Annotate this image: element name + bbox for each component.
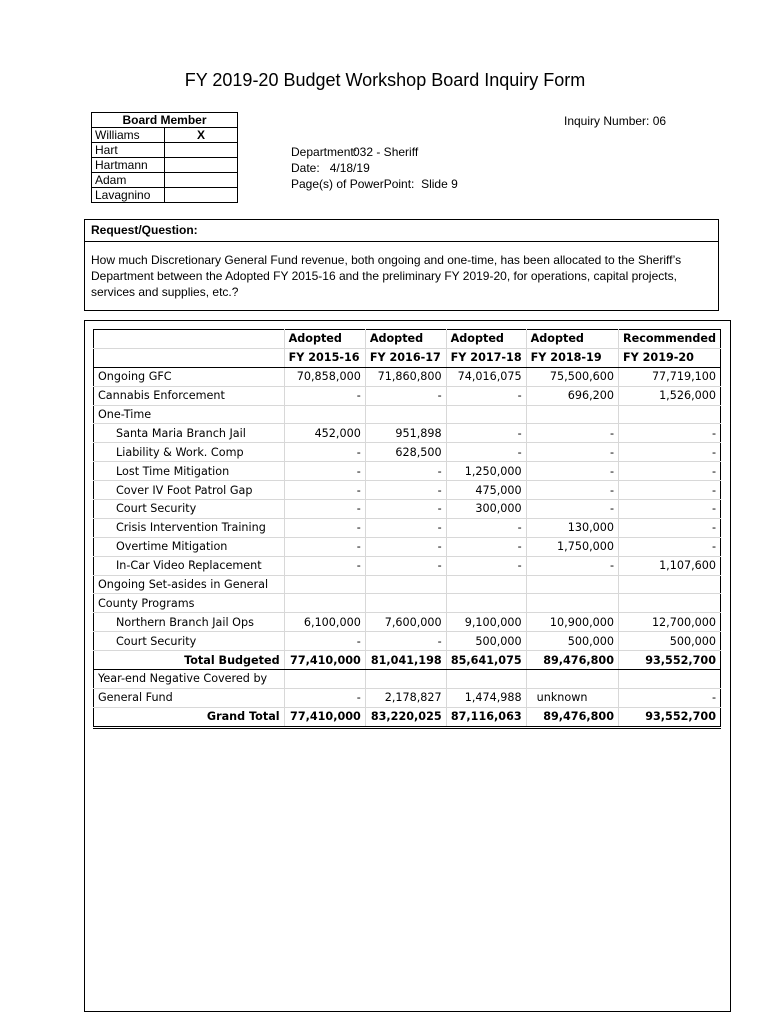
row-value: 77,410,000 xyxy=(284,707,365,727)
row-value: - xyxy=(446,443,526,462)
row-value: 475,000 xyxy=(446,481,526,500)
row-value xyxy=(526,575,618,594)
pages-label: Page(s) of PowerPoint: xyxy=(291,177,415,191)
table-row xyxy=(94,518,721,537)
row-value: - xyxy=(526,500,618,519)
row-value: 951,898 xyxy=(365,424,446,443)
table-row xyxy=(94,367,721,386)
table-row xyxy=(94,405,721,424)
row-value: 500,000 xyxy=(446,632,526,651)
row-value: - xyxy=(365,556,446,575)
row-value: 71,860,800 xyxy=(365,367,446,386)
column-header: Adopted xyxy=(284,330,365,349)
row-label: Santa Maria Branch Jail xyxy=(94,424,285,443)
row-value: - xyxy=(526,556,618,575)
row-value: 130,000 xyxy=(526,518,618,537)
row-value: 81,041,198 xyxy=(365,651,446,670)
board-member-row xyxy=(92,173,238,188)
row-value: 93,552,700 xyxy=(618,651,720,670)
row-value: 83,220,025 xyxy=(365,707,446,727)
row-value: 10,900,000 xyxy=(526,613,618,632)
row-value xyxy=(446,670,526,689)
row-label: Grand Total xyxy=(94,707,285,727)
member-name: Lavagnino xyxy=(92,188,165,203)
board-member-row xyxy=(92,188,238,203)
member-mark: X xyxy=(165,128,238,143)
row-value: - xyxy=(618,424,720,443)
table-row xyxy=(94,462,721,481)
row-value: - xyxy=(446,556,526,575)
row-value: 85,641,075 xyxy=(446,651,526,670)
member-mark xyxy=(165,173,238,188)
row-value: - xyxy=(284,462,365,481)
row-value: - xyxy=(365,462,446,481)
date-value: 4/18/19 xyxy=(329,161,370,175)
row-value: - xyxy=(526,443,618,462)
table-header-row xyxy=(94,330,721,349)
row-value: 696,200 xyxy=(526,386,618,405)
table-row xyxy=(94,613,721,632)
row-label: Cover IV Foot Patrol Gap xyxy=(94,481,285,500)
row-label: General Fund xyxy=(94,688,285,707)
column-year: FY 2017-18 xyxy=(446,348,526,367)
row-value: 70,858,000 xyxy=(284,367,365,386)
row-label: Total Budgeted xyxy=(94,651,285,670)
row-value: - xyxy=(284,500,365,519)
inquiry-value: 06 xyxy=(652,114,667,128)
row-label: Liability & Work. Comp xyxy=(94,443,285,462)
row-value: 77,410,000 xyxy=(284,651,365,670)
row-label: Year-end Negative Covered by xyxy=(94,670,285,689)
row-value xyxy=(365,670,446,689)
row-label: Ongoing Set-asides in General xyxy=(94,575,285,594)
row-value: 89,476,800 xyxy=(526,707,618,727)
row-value: 2,178,827 xyxy=(365,688,446,707)
row-value: - xyxy=(618,481,720,500)
row-value: 1,526,000 xyxy=(618,386,720,405)
row-value: - xyxy=(284,386,365,405)
row-value: - xyxy=(284,688,365,707)
row-value xyxy=(618,594,720,613)
table-row xyxy=(94,594,721,613)
row-value xyxy=(618,575,720,594)
board-member-row xyxy=(92,143,238,158)
member-mark xyxy=(165,143,238,158)
member-name: Williams xyxy=(92,128,165,143)
row-value xyxy=(618,405,720,424)
row-value xyxy=(284,670,365,689)
row-value: 7,600,000 xyxy=(365,613,446,632)
row-value xyxy=(446,575,526,594)
row-value: - xyxy=(618,462,720,481)
inquiry-details xyxy=(291,144,458,192)
column-header: Recommended xyxy=(618,330,720,349)
row-value: - xyxy=(284,518,365,537)
board-member-table xyxy=(91,112,238,203)
department-label: Department: xyxy=(291,145,358,159)
budget-table xyxy=(93,329,721,729)
row-value xyxy=(526,405,618,424)
row-value xyxy=(446,405,526,424)
page-title: FY 2019-20 Budget Workshop Board Inquiry Form xyxy=(184,70,586,90)
row-value: - xyxy=(526,462,618,481)
row-value: - xyxy=(618,688,720,707)
row-value: - xyxy=(284,443,365,462)
column-header: Adopted xyxy=(526,330,618,349)
member-name: Hart xyxy=(92,143,165,158)
table-row xyxy=(94,556,721,575)
row-value: - xyxy=(284,632,365,651)
member-mark xyxy=(165,158,238,173)
column-year: FY 2015-16 xyxy=(284,348,365,367)
row-value: 87,116,063 xyxy=(446,707,526,727)
row-value: - xyxy=(365,481,446,500)
row-value: 500,000 xyxy=(526,632,618,651)
row-value: 74,016,075 xyxy=(446,367,526,386)
date-label: Date: xyxy=(291,161,320,175)
row-value: 77,719,100 xyxy=(618,367,720,386)
row-value: 1,107,600 xyxy=(618,556,720,575)
row-value: - xyxy=(446,424,526,443)
row-value: 12,700,000 xyxy=(618,613,720,632)
row-value: - xyxy=(365,386,446,405)
row-value xyxy=(284,405,365,424)
table-row xyxy=(94,688,721,707)
row-value: - xyxy=(526,481,618,500)
table-row xyxy=(94,443,721,462)
pages-value: Slide 9 xyxy=(421,177,458,191)
row-value: 1,474,988 xyxy=(446,688,526,707)
row-value: - xyxy=(446,386,526,405)
table-row xyxy=(94,500,721,519)
row-value: 300,000 xyxy=(446,500,526,519)
row-label: Northern Branch Jail Ops xyxy=(94,613,285,632)
row-label: Court Security xyxy=(94,500,285,519)
inquiry-number xyxy=(564,114,666,128)
table-row xyxy=(94,481,721,500)
row-value: - xyxy=(284,537,365,556)
table-row xyxy=(94,707,721,727)
row-value: - xyxy=(618,500,720,519)
row-value: 1,750,000 xyxy=(526,537,618,556)
row-value: 89,476,800 xyxy=(526,651,618,670)
column-header: Adopted xyxy=(446,330,526,349)
row-value: 628,500 xyxy=(365,443,446,462)
column-year: FY 2018-19 xyxy=(526,348,618,367)
row-label: Cannabis Enforcement xyxy=(94,386,285,405)
row-value: - xyxy=(284,556,365,575)
table-row xyxy=(94,632,721,651)
row-value: 6,100,000 xyxy=(284,613,365,632)
row-value xyxy=(284,575,365,594)
member-name: Adam xyxy=(92,173,165,188)
column-header: Adopted xyxy=(365,330,446,349)
request-divider xyxy=(85,241,718,242)
row-label: County Programs xyxy=(94,594,285,613)
member-mark xyxy=(165,188,238,203)
row-value: 500,000 xyxy=(618,632,720,651)
table-row xyxy=(94,670,721,689)
row-label: Lost Time Mitigation xyxy=(94,462,285,481)
row-value xyxy=(526,670,618,689)
department-value: 032 - Sheriff xyxy=(353,145,419,159)
row-value: 9,100,000 xyxy=(446,613,526,632)
row-value xyxy=(526,594,618,613)
row-label: Overtime Mitigation xyxy=(94,537,285,556)
row-value xyxy=(446,594,526,613)
board-member-header: Board Member xyxy=(92,113,238,128)
row-label: Ongoing GFC xyxy=(94,367,285,386)
inquiry-label: Inquiry Number: xyxy=(564,114,650,128)
column-year: FY 2019-20 xyxy=(618,348,720,367)
row-value xyxy=(284,594,365,613)
row-label: In-Car Video Replacement xyxy=(94,556,285,575)
row-value: 452,000 xyxy=(284,424,365,443)
row-value: - xyxy=(618,443,720,462)
row-value xyxy=(365,405,446,424)
row-value xyxy=(365,575,446,594)
table-row xyxy=(94,537,721,556)
row-value xyxy=(365,594,446,613)
table-row xyxy=(94,424,721,443)
board-member-row xyxy=(92,128,238,143)
row-value: - xyxy=(365,500,446,519)
row-value: 1,250,000 xyxy=(446,462,526,481)
row-value: - xyxy=(365,537,446,556)
row-value: - xyxy=(365,518,446,537)
row-value: 75,500,600 xyxy=(526,367,618,386)
row-value: - xyxy=(446,518,526,537)
board-member-row xyxy=(92,158,238,173)
row-value: - xyxy=(365,632,446,651)
row-value: - xyxy=(284,481,365,500)
table-row xyxy=(94,651,721,670)
request-label: Request/Question: xyxy=(91,223,198,237)
row-value: unknown xyxy=(526,688,618,707)
row-value: - xyxy=(446,537,526,556)
column-year: FY 2016-17 xyxy=(365,348,446,367)
request-box xyxy=(84,219,719,311)
row-value xyxy=(618,670,720,689)
request-text: How much Discretionary General Fund revenue, both ongoing and one-time, has been allocated to the Sheriff’s Department between the Adopted FY 2015-16 and the preliminary FY 2019-20, for operations, capital projects, services and supplies, etc.? xyxy=(91,253,682,299)
table-row xyxy=(94,575,721,594)
row-value: - xyxy=(618,518,720,537)
row-value: - xyxy=(618,537,720,556)
row-label: Court Security xyxy=(94,632,285,651)
budget-panel xyxy=(84,320,731,1012)
row-label: One-Time xyxy=(94,405,285,424)
member-name: Hartmann xyxy=(92,158,165,173)
row-value: - xyxy=(526,424,618,443)
table-year-row xyxy=(94,348,721,367)
row-value: 93,552,700 xyxy=(618,707,720,727)
table-row xyxy=(94,386,721,405)
row-label: Crisis Intervention Training xyxy=(94,518,285,537)
